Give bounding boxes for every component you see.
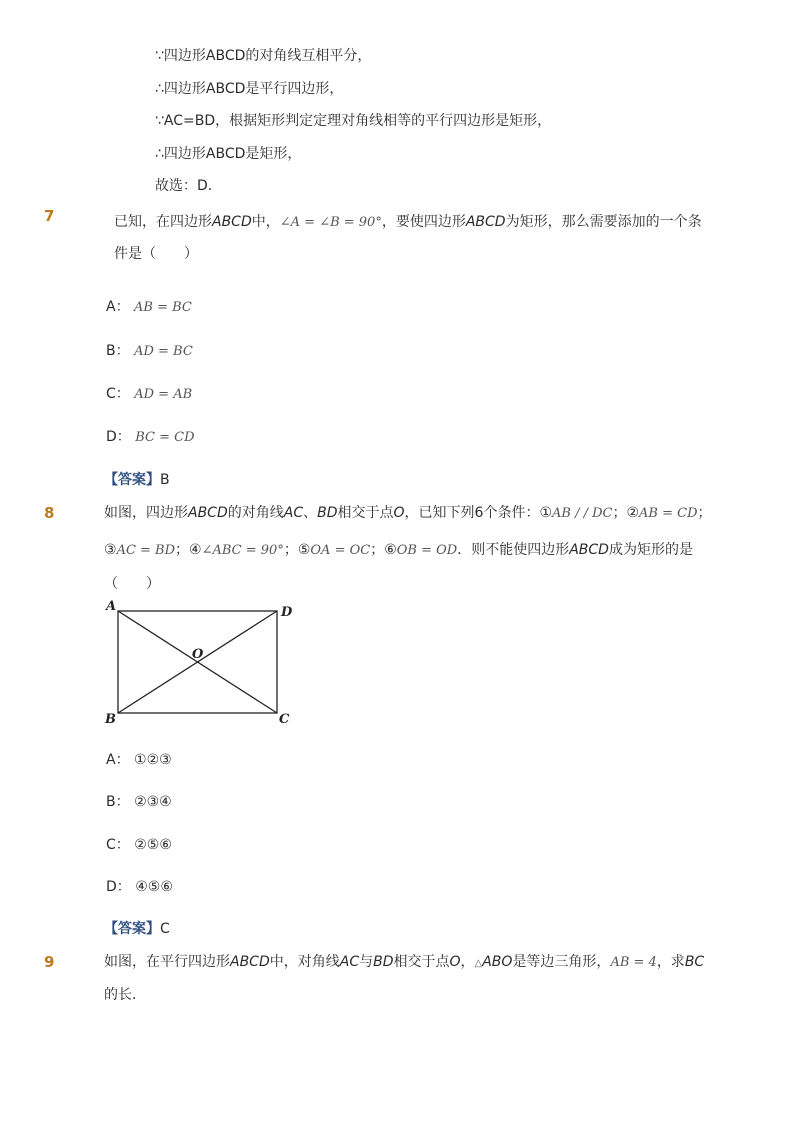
stem-text: ．则不能使四边形 bbox=[457, 542, 570, 558]
answer-value: B bbox=[160, 472, 170, 488]
option-label: D： bbox=[106, 879, 131, 895]
answer-label: 【答案】 bbox=[104, 921, 160, 937]
stem-text: 如图，四边形 bbox=[104, 505, 188, 521]
option-label: D： bbox=[106, 429, 131, 445]
option-d[interactable] bbox=[106, 877, 173, 897]
option-b[interactable] bbox=[106, 341, 193, 362]
stem-text: ，已知下列6个条件：① bbox=[404, 505, 552, 521]
option-a[interactable] bbox=[106, 297, 192, 318]
solution-line: ∵四边形ABCD的对角线互相平分， bbox=[155, 48, 372, 64]
option-value: ④⑤⑥ bbox=[135, 879, 173, 895]
stem-math: ∠A = ∠B = 90° bbox=[279, 215, 382, 230]
stem-text: ；② bbox=[612, 505, 640, 521]
stem-text: 的对角线 bbox=[227, 505, 284, 521]
option-label: C： bbox=[106, 837, 130, 853]
question-number: 7 bbox=[44, 207, 55, 225]
stem-text: 成为矩形的是 bbox=[608, 542, 693, 558]
stem-var: ABCD bbox=[569, 542, 609, 558]
stem-var: AC bbox=[283, 505, 304, 521]
stem-text: ，要使四边形 bbox=[381, 214, 466, 230]
option-value: AB = BC bbox=[134, 300, 192, 315]
option-b[interactable] bbox=[106, 792, 172, 812]
option-label: B： bbox=[106, 794, 130, 810]
option-value: AD = BC bbox=[134, 344, 193, 359]
stem-text: 相交于点 bbox=[337, 505, 394, 521]
option-d[interactable] bbox=[106, 427, 195, 448]
option-value: BC = CD bbox=[135, 430, 195, 445]
question-stem-line-2 bbox=[104, 540, 693, 561]
stem-text: 与 bbox=[359, 954, 374, 970]
stem-text: ；⑥ bbox=[370, 542, 397, 558]
stem-math: OA = OC bbox=[310, 543, 371, 558]
stem-var: BC bbox=[684, 954, 705, 970]
solution-line: ∵AC=BD，根据矩形判定定理对角线相等的平行四边形是矩形， bbox=[155, 113, 552, 129]
vertex-label-b: B bbox=[105, 712, 116, 727]
option-c[interactable] bbox=[106, 384, 192, 405]
stem-math: ∠ABC = 90° bbox=[201, 543, 284, 558]
center-label-o: O bbox=[192, 647, 204, 662]
option-value: ②③④ bbox=[134, 794, 172, 810]
option-c[interactable] bbox=[106, 835, 172, 855]
stem-var: ABCD bbox=[188, 505, 228, 521]
stem-math: AB = CD bbox=[639, 506, 698, 521]
stem-text: 为矩形，那么需要添加的一个条 bbox=[505, 214, 702, 230]
vertex-label-d: D bbox=[281, 605, 293, 620]
stem-math: AB / / DC bbox=[552, 506, 613, 521]
question-stem-line-2: 的长． bbox=[104, 987, 146, 1003]
stem-var: O bbox=[393, 505, 405, 521]
stem-text: 如图，在平行四边形 bbox=[104, 954, 230, 970]
question-number: 9 bbox=[44, 953, 55, 971]
stem-text: ；⑤ bbox=[283, 542, 311, 558]
option-a[interactable] bbox=[106, 750, 172, 770]
stem-text: ③ bbox=[104, 542, 117, 558]
solution-line: 故选：D． bbox=[155, 178, 222, 194]
stem-var: ABCD bbox=[465, 214, 506, 230]
option-label: A： bbox=[106, 752, 130, 768]
stem-var: BD bbox=[373, 954, 394, 970]
stem-text: ； bbox=[697, 505, 712, 521]
option-label: A： bbox=[106, 299, 130, 315]
stem-var: ABCD bbox=[230, 954, 270, 970]
stem-var: BD bbox=[317, 505, 338, 521]
answer-label: 【答案】 bbox=[104, 472, 160, 488]
option-label: C： bbox=[106, 386, 130, 402]
stem-math: OB = OD bbox=[396, 543, 458, 558]
stem-text: 中， bbox=[251, 214, 280, 230]
option-label: B： bbox=[106, 343, 130, 359]
answer bbox=[104, 470, 170, 490]
solution-line: ∴四边形ABCD是矩形， bbox=[155, 146, 302, 162]
stem-text: 相交于点 bbox=[393, 954, 450, 970]
stem-text: 、 bbox=[303, 505, 318, 521]
solution-line: ∴四边形ABCD是平行四边形， bbox=[155, 81, 344, 97]
stem-text: 中，对角线 bbox=[269, 954, 340, 970]
vertex-label-a: A bbox=[106, 599, 117, 614]
stem-text: ；④ bbox=[175, 542, 202, 558]
option-value: ②⑤⑥ bbox=[134, 837, 172, 853]
question-stem-line-2: 件是（ ） bbox=[114, 246, 198, 262]
question-stem-line-3: （ ） bbox=[104, 576, 160, 592]
stem-text: ， bbox=[460, 954, 475, 970]
stem-text: 已知，在四边形 bbox=[114, 214, 212, 230]
stem-var: AC bbox=[339, 954, 360, 970]
vertex-label-c: C bbox=[279, 712, 290, 727]
question-number: 8 bbox=[44, 504, 55, 522]
stem-math: AC = BD bbox=[116, 543, 176, 558]
option-value: AD = AB bbox=[134, 387, 193, 402]
stem-var: O bbox=[449, 954, 461, 970]
stem-var: ABO bbox=[482, 954, 513, 970]
answer bbox=[104, 919, 170, 939]
triangle-symbol: △ bbox=[474, 958, 483, 969]
stem-var: ABCD bbox=[212, 214, 252, 230]
rectangle-figure bbox=[100, 596, 300, 728]
stem-text: ，求 bbox=[656, 954, 685, 970]
stem-math: AB = 4 bbox=[610, 955, 657, 970]
answer-value: C bbox=[160, 921, 170, 937]
question-stem-line-1 bbox=[104, 952, 704, 974]
question-stem-line-1 bbox=[104, 503, 712, 524]
question-stem-line-1 bbox=[114, 212, 702, 233]
option-value: ①②③ bbox=[134, 752, 172, 768]
stem-text: 是等边三角形， bbox=[512, 954, 611, 970]
